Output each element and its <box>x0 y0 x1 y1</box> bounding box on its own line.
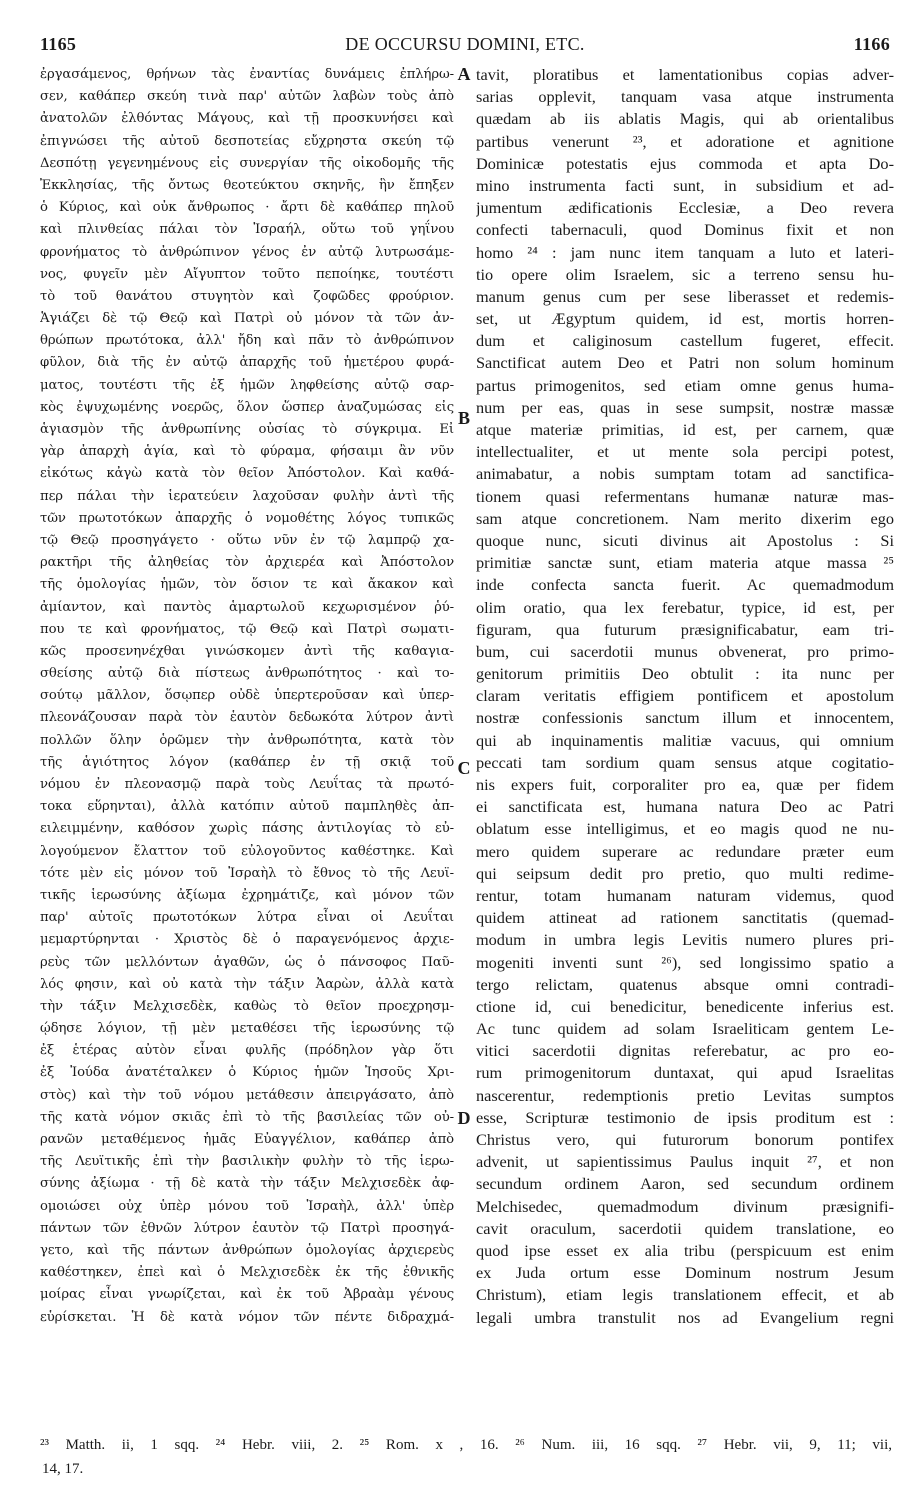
greek-text-line: ἁγιασμὸν τῆς ἀνθρωπίνης οὐσίας τὸ σύγκριμα. Εἰ <box>40 422 454 437</box>
greek-text-line: πολλῶν ὅλην ὁρῶμεν τὴν ἀνθρωπότητα, κατὰ τὸν <box>40 732 454 748</box>
greek-text-line: Ἐκκλησίας, τῆς ὄντως θεοτεύκτου σκηνῆς, ἣν ἔπηξεν <box>40 177 454 193</box>
greek-text-line: εἰκότως κἀγὼ κατὰ τὸν θεῖον Ἀπόστολον. Καὶ καθά- <box>40 466 454 482</box>
greek-text-line: Ἁγιάζει δὲ τῷ Θεῷ καὶ Πατρὶ οὐ μόνον τὰ τῶν ἀν- <box>40 311 454 327</box>
latin-text-line: partus primogenitos, sed etiam omne genus huma- <box>476 375 894 395</box>
section-marker-c: C <box>457 758 471 778</box>
latin-text-line: Ac tunc quidem ad solam Israeliticam gentem Le- <box>476 1019 894 1039</box>
latin-text-line: intellectualiter, et ut mente sola percipi potest, <box>476 442 894 462</box>
latin-text-line: partibus venerunt ²³, et adoratione et agnitione <box>476 131 894 151</box>
latin-text-line: quidem attineat ad rationem sanctitatis (quemad- <box>476 908 894 928</box>
latin-text-line: Christus vero, qui futurorum bonorum pontifex <box>476 1130 894 1149</box>
greek-text-line: ἐπιγνώσει τῆς αὐτοῦ δεσποτείας εὔχρηστα σκεύη τῷ <box>40 133 454 149</box>
latin-text-line: advenit, ut sapientissimus Paulus inquit ²⁷, et non <box>476 1152 894 1172</box>
latin-text-line: bum, cui sacerdotii munus obvenerat, pro primo- <box>476 641 894 661</box>
latin-text-line: cavit oraculum, sacerdotii quidem translatione, eo <box>476 1218 894 1238</box>
greek-text-line: κὸς ἐψυχωμένης νοερῶς, ὅλον ὥσπερ ἀναζυμώσας εἰς <box>40 399 454 415</box>
greek-text-line: περ πάλαι τὴν ἱερατεύειν λαχοῦσαν φυλὴν ἀντὶ τῆς <box>40 488 454 504</box>
latin-text-line: inde confecta sancta fuerit. Ac quemadmodum <box>476 575 894 595</box>
greek-text-line: πλεονάζουσαν παρὰ τὸν ἑαυτὸν δεδωκότα λύτρον ἀντὶ <box>40 710 454 726</box>
greek-text-line: καθέστηκεν, ἐπεὶ καὶ ὁ Μελχισεδὲκ ἐκ τῆς ἐθνικῆς <box>40 1265 454 1281</box>
latin-text-line: Dominicæ potestatis ejus commoda et apta Do- <box>476 153 894 173</box>
footnote-line: ²³ Matth. ii, 1 sqq. ²⁴ Hebr. viii, 2. ²⁵ Rom. x , 16. ²⁶ Num. iii, 16 sqq. ²⁷ Hebr. vii, 9, 11; vii, <box>40 1437 892 1453</box>
latin-text-line: set, ut Ægyptum quidem, id est, mortis horren- <box>476 309 894 329</box>
greek-text-line: ῴδησε λόγιον, τῇ μὲν μεταθέσει τῆς ἱερωσύνης τῷ <box>40 1021 454 1037</box>
latin-text-line: esse, Scripturæ testimonio de ipsis proditum est : <box>476 1107 894 1127</box>
latin-text-line: dum et caliginosum castellum fugeret, effecit. <box>476 331 894 351</box>
latin-text-line: num per eas, quas in sese sumpsit, nostræ massæ <box>476 397 894 417</box>
greek-text-line: ματος, τουτέστι τῆς ἐξ ἡμῶν ληφθείσης αὐτῷ σαρ- <box>40 377 454 393</box>
latin-text-line: tavit, ploratibus et lamentationibus copias adver- <box>476 65 894 84</box>
latin-text-line: oblatum esse intelligimus, et eo magis quod ne nu- <box>476 819 894 839</box>
latin-text-line: rentur, totam humanam naturam videmus, quod <box>476 885 894 905</box>
greek-text-line: ἐξ Ἰούδα ἀνατέταλκεν ὁ Κύριος ἡμῶν Ἰησοῦς Χρι- <box>40 1065 454 1081</box>
greek-text-line: ἀνατολῶν ἐλθόντας Μάγους, καὶ τῇ προσκυνήσει καὶ <box>40 111 454 127</box>
section-marker-a: A <box>457 64 471 84</box>
greek-text-line: φρονήματος τὸ ἀνθρώπινον γένος ἐν αὐτῷ λυτρωσάμε- <box>40 244 454 260</box>
greek-text-line: ομοιώσει οὐχ ὑπὲρ μόνου τοῦ Ἰσραὴλ, ἀλλ' ὑπὲρ <box>40 1198 454 1214</box>
greek-text-line: ἐξ ἑτέρας αὐτὸν εἶναι φυλῆς (πρόδηλον γὰρ ὅτι <box>40 1043 454 1059</box>
greek-text-line: γετο, καὶ τῆς πάντων ἀνθρώπων ὁμολογίας ἀρχιερεὺς <box>40 1242 454 1258</box>
latin-text-line: nascerentur, redemptionis pretio Levitas sumptos <box>476 1085 894 1105</box>
greek-text-line: τῆς κατὰ νόμον σκιᾶς ἐπὶ τὸ τῆς βασιλείας τῶν οὐ- <box>40 1109 454 1125</box>
greek-text-line: στὸς) καὶ τὴν τοῦ νόμου μετάθεσιν ἀπειργάσατο, ἀπὸ <box>40 1087 454 1103</box>
latin-text-line: rum primogenitorum duntaxat, qui apud Israelitas <box>476 1063 894 1083</box>
greek-text-line: κῶς προσενηνέχθαι γινώσκομεν ἀντὶ τῆς καθαγια- <box>40 643 454 659</box>
latin-text-line: tio opere olim Israelem, sic a terreno sensu hu- <box>476 264 894 284</box>
latin-text-line: jumentum ædificationis Ecclesiæ, a Deo revera <box>476 198 894 218</box>
greek-text-line: σύνης ἀξίωμα · τῇ δὲ κατὰ τὴν τάξιν Μελχισεδὲκ ἀφ- <box>40 1176 454 1192</box>
greek-text-line: ρακτῆρι τῆς ἀληθείας τὸν ἀρχιερέα καὶ Ἀπόστολον <box>40 555 454 571</box>
greek-text-line: ἐργασάμενος, θρήνων τὰς ἐναντίας δυνάμεις ἐπλήρω- <box>40 67 454 82</box>
greek-text-line: ἀμίαντον, καὶ παντὸς ἁμαρτωλοῦ κεχωρισμένον ῥύ- <box>40 599 454 615</box>
latin-text-line: legali umbra transtulit nos ad Evangelium regni <box>476 1307 894 1327</box>
latin-text-line: claram veritatis effigiem pontificem et apostolum <box>476 686 894 706</box>
greek-text-line: πάντων τῶν ἐθνῶν λύτρον ἑαυτὸν τῷ Πατρὶ προσηγά- <box>40 1220 454 1236</box>
greek-text-line: τῆς Λευϊτικῆς ἐπὶ τὴν βασιλικὴν φυλὴν τὸ τῆς ἱερω- <box>40 1154 454 1170</box>
greek-text-line: νος, φυγεῖν μὲν Αἴγυπτον τοῦτο πεποίηκε, τουτέστι <box>40 266 454 282</box>
greek-text-line: ὁ Κύριος, καὶ οὐκ ἄνθρωπος · ἄρτι δὲ καθάπερ πηλοῦ <box>40 200 454 216</box>
greek-text-line: που τε καὶ φρονήματος, τῷ Θεῷ καὶ Πατρὶ σωματι- <box>40 621 454 637</box>
latin-text-line: animabatur, a nobis sumptam totam ad sanctifica- <box>476 464 894 484</box>
greek-text-line: εὑρίσκεται. Ἡ δὲ κατὰ νόμον τῶν πέντε διδραχμά- <box>40 1309 454 1325</box>
greek-text-line: τῷ Θεῷ προσηγάγετο · οὕτω νῦν ἐν τῷ λαμπρῷ χα- <box>40 532 454 548</box>
page-number-left: 1165 <box>40 34 77 54</box>
page-header <box>40 34 890 60</box>
latin-text-line: ctione id, cui benedicitur, benedicente inferius est. <box>476 996 894 1016</box>
greek-text-line: τότε μὲν εἰς μόνον τοῦ Ἰσραὴλ τὸ ἔθνος τὸ τῆς Λευϊ- <box>40 865 454 881</box>
greek-text-line: θρώπων πρωτότοκα, ἀλλ' ἤδη καὶ πᾶν τὸ ἀνθρώπινον <box>40 333 454 349</box>
greek-text-line: ρεὺς τῶν μελλόντων ἀγαθῶν, ὡς ὁ πάνσοφος Παῦ- <box>40 954 454 970</box>
latin-text-line: genitorum primitiis Deo obtulit : ita nunc per <box>476 664 894 684</box>
footnote-line: 14, 17. <box>42 1461 84 1477</box>
greek-column <box>40 64 454 1329</box>
latin-text-line: quoque nunc, sicuti divinus ait Apostolus : Si <box>476 530 894 550</box>
latin-text-line: qui seipsum dedit pro pretio, quo multi redime- <box>476 863 894 883</box>
latin-text-line: Melchisedec, quemadmodum divinum præsignifi- <box>476 1196 894 1216</box>
latin-text-line: primitiæ sanctæ sunt, etiam materia atque massa ²⁵ <box>476 553 894 573</box>
latin-text-line: modum in umbra legis Levitis numero plures pri- <box>476 930 894 950</box>
latin-text-line: nis expers fuit, corporaliter pro ea, quæ per fidem <box>476 775 894 794</box>
latin-text-line: homo ²⁴ : jam nunc item tanquam a luto et lateri- <box>476 242 894 262</box>
greek-text-line: σεν, καθάπερ σκεύη τινὰ παρ' αὐτῶν λαβὼν τοὺς ἀπὸ <box>40 89 454 105</box>
latin-text-line: mino instrumenta facti sunt, in subsidium et ad- <box>476 175 894 195</box>
greek-text-line: λογούμενον ἔλαττον τοῦ εὐλογοῦντος καθέστηκε. Καὶ <box>40 843 454 859</box>
latin-text-line: figuram, qua futurum præsignificabatur, eam tri- <box>476 619 894 639</box>
latin-text-line: mogeniti inventi sunt ²⁶), sed longissimo spatio a <box>476 952 894 972</box>
latin-text-line: confecti tabernaculi, quod Dominus fixit et non <box>476 220 894 240</box>
greek-text-line: σούτῳ μᾶλλον, ὅσῳπερ οὐδὲ ὑπερτεροῦσαν καὶ ὑπερ- <box>40 688 454 704</box>
greek-text-line: παρ' αὐτοῖς πρωτοτόκων λύτρα εἶναι οἱ Λευΐται <box>40 910 454 926</box>
latin-text-line: ei sanctificata est, humana natura Deo ac Patri <box>476 797 894 817</box>
section-marker-b: B <box>457 408 470 428</box>
section-marker-d: D <box>457 1108 471 1128</box>
latin-text-line: tergo relictam, quatenus absque omni contradi- <box>476 974 894 994</box>
greek-text-line: μοίρας εἶναι γνωρίζεται, καὶ ἐκ τοῦ Ἀβραὰμ γένους <box>40 1287 454 1303</box>
greek-text-line: λός φησιν, καὶ οὐ κατὰ τὴν τάξιν Ἀαρὼν, ἀλλὰ κατὰ <box>40 976 454 992</box>
latin-text-line: vitici sacerdotii dignitas referebatur, ac pro eo- <box>476 1041 894 1061</box>
greek-text-line: τικῆς ἱερωσύνης ἀξίωμα ἐχρημάτιζε, καὶ μόνον τῶν <box>40 887 454 903</box>
latin-text-line: atque materiæ primitias, id est, per carnem, quæ <box>476 420 894 439</box>
latin-text-line: ex Juda ortum esse Dominum nostrum Jesum <box>476 1263 894 1283</box>
greek-text-line: μεμαρτύρηνται · Χριστὸς δὲ ὁ παραγενόμενος ἀρχιε- <box>40 932 454 948</box>
greek-text-line: ειλειμμένην, καθόσον χωρὶς πάσης ἀντιλογίας τὸ εὐ- <box>40 821 454 837</box>
greek-text-line: τῆς ἁγιότητος λόγον (καθάπερ ἐν τῇ σκιᾷ τοῦ <box>40 754 454 770</box>
latin-text-line: manum genus cum per sese liberasset et redemis- <box>476 286 894 306</box>
greek-text-line: καὶ πλινθείας πάλαι τὸν Ἰσραήλ, οὕτω τοῦ γηΐνου <box>40 222 454 238</box>
latin-text-line: quædam ab iis ablatis Magis, qui ab orientalibus <box>476 109 894 129</box>
greek-text-line: τὴν τάξιν Μελχισεδὲκ, καθὼς τὸ θεῖον προεχρησμ- <box>40 998 454 1014</box>
greek-text-line: νόμου ἐν πλεονασμῷ παρὰ τοὺς Λευΐτας τὰ πρωτό- <box>40 777 454 792</box>
latin-text-line: secundum ordinem Aaron, sed secundum ordinem <box>476 1174 894 1194</box>
latin-text-line: Sanctificat autem Deo et Patri non solum hominum <box>476 353 894 373</box>
footnotes <box>40 1433 892 1481</box>
greek-text-line: τὸ τοῦ θανάτου στυγητὸν καὶ ζοφῶδες φρούριον. <box>40 288 454 304</box>
greek-text-line: τῶν πρωτοτόκων ἀπαρχῆς ὁ νομοθέτης λόγος τυπικῶς <box>40 510 454 526</box>
latin-text-line: qui ab inquinamentis malitiæ vacuus, qui omnium <box>476 730 894 750</box>
latin-text-line: olim oratio, qua lex ferebatur, typice, id est, per <box>476 597 894 617</box>
greek-text-line: γὰρ ἀπαρχὴ ἁγία, καὶ τὸ φύραμα, φήσαιμι ἂν νῦν <box>40 444 454 460</box>
latin-column <box>476 64 894 1329</box>
latin-text-line: tionem quasi refermentans humanæ naturæ mas- <box>476 486 894 506</box>
greek-text-line: σθείσης αὐτῷ διὰ πίστεως ἀνθρωπότητος · καὶ το- <box>40 666 454 682</box>
latin-text-line: peccati tam sordium quam sensus atque cogitatio- <box>476 752 894 772</box>
latin-text-line: sam atque concretionem. Nam merito dixerim ego <box>476 508 894 528</box>
page-number-right: 1166 <box>853 34 890 54</box>
greek-text-line: ρανῶν μεταθέμενος ἡμᾶς Εὐαγγέλιον, καθάπερ ἀπὸ <box>40 1132 454 1147</box>
running-title: DE OCCURSU DOMINI, ETC. <box>345 34 585 54</box>
greek-text-line: τῆς ὁμολογίας ἡμῶν, τὸν ὅσιον τε καὶ ἄκακον καὶ <box>40 577 454 593</box>
latin-text-line: mero quidem superare ac redundare præter eum <box>476 841 894 861</box>
greek-text-line: τοκα εὕρηνται), ἀλλὰ κατόπιν αὐτοῦ παμπληθὲς ἀπ- <box>40 799 454 815</box>
latin-text-line: nostræ confessionis sanctum illum et innocentem, <box>476 708 894 728</box>
latin-text-line: sarias opplevit, tanquam vasa atque instrumenta <box>476 87 894 107</box>
greek-text-line: φῦλον, διὰ τῆς ἐν αὐτῷ ἀπαρχῆς τοῦ ἡμετέρου φυρά- <box>40 355 454 371</box>
latin-text-line: quod ipse esset ex alia tribu (perspicuum est enim <box>476 1240 894 1260</box>
greek-text-line: Δεσπότῃ γεγενημένους εἰς συνεργίαν τῆς οἰκοδομῆς τῆς <box>40 155 454 171</box>
latin-text-line: Christum), etiam legis translationem effecit, et ab <box>476 1285 894 1305</box>
